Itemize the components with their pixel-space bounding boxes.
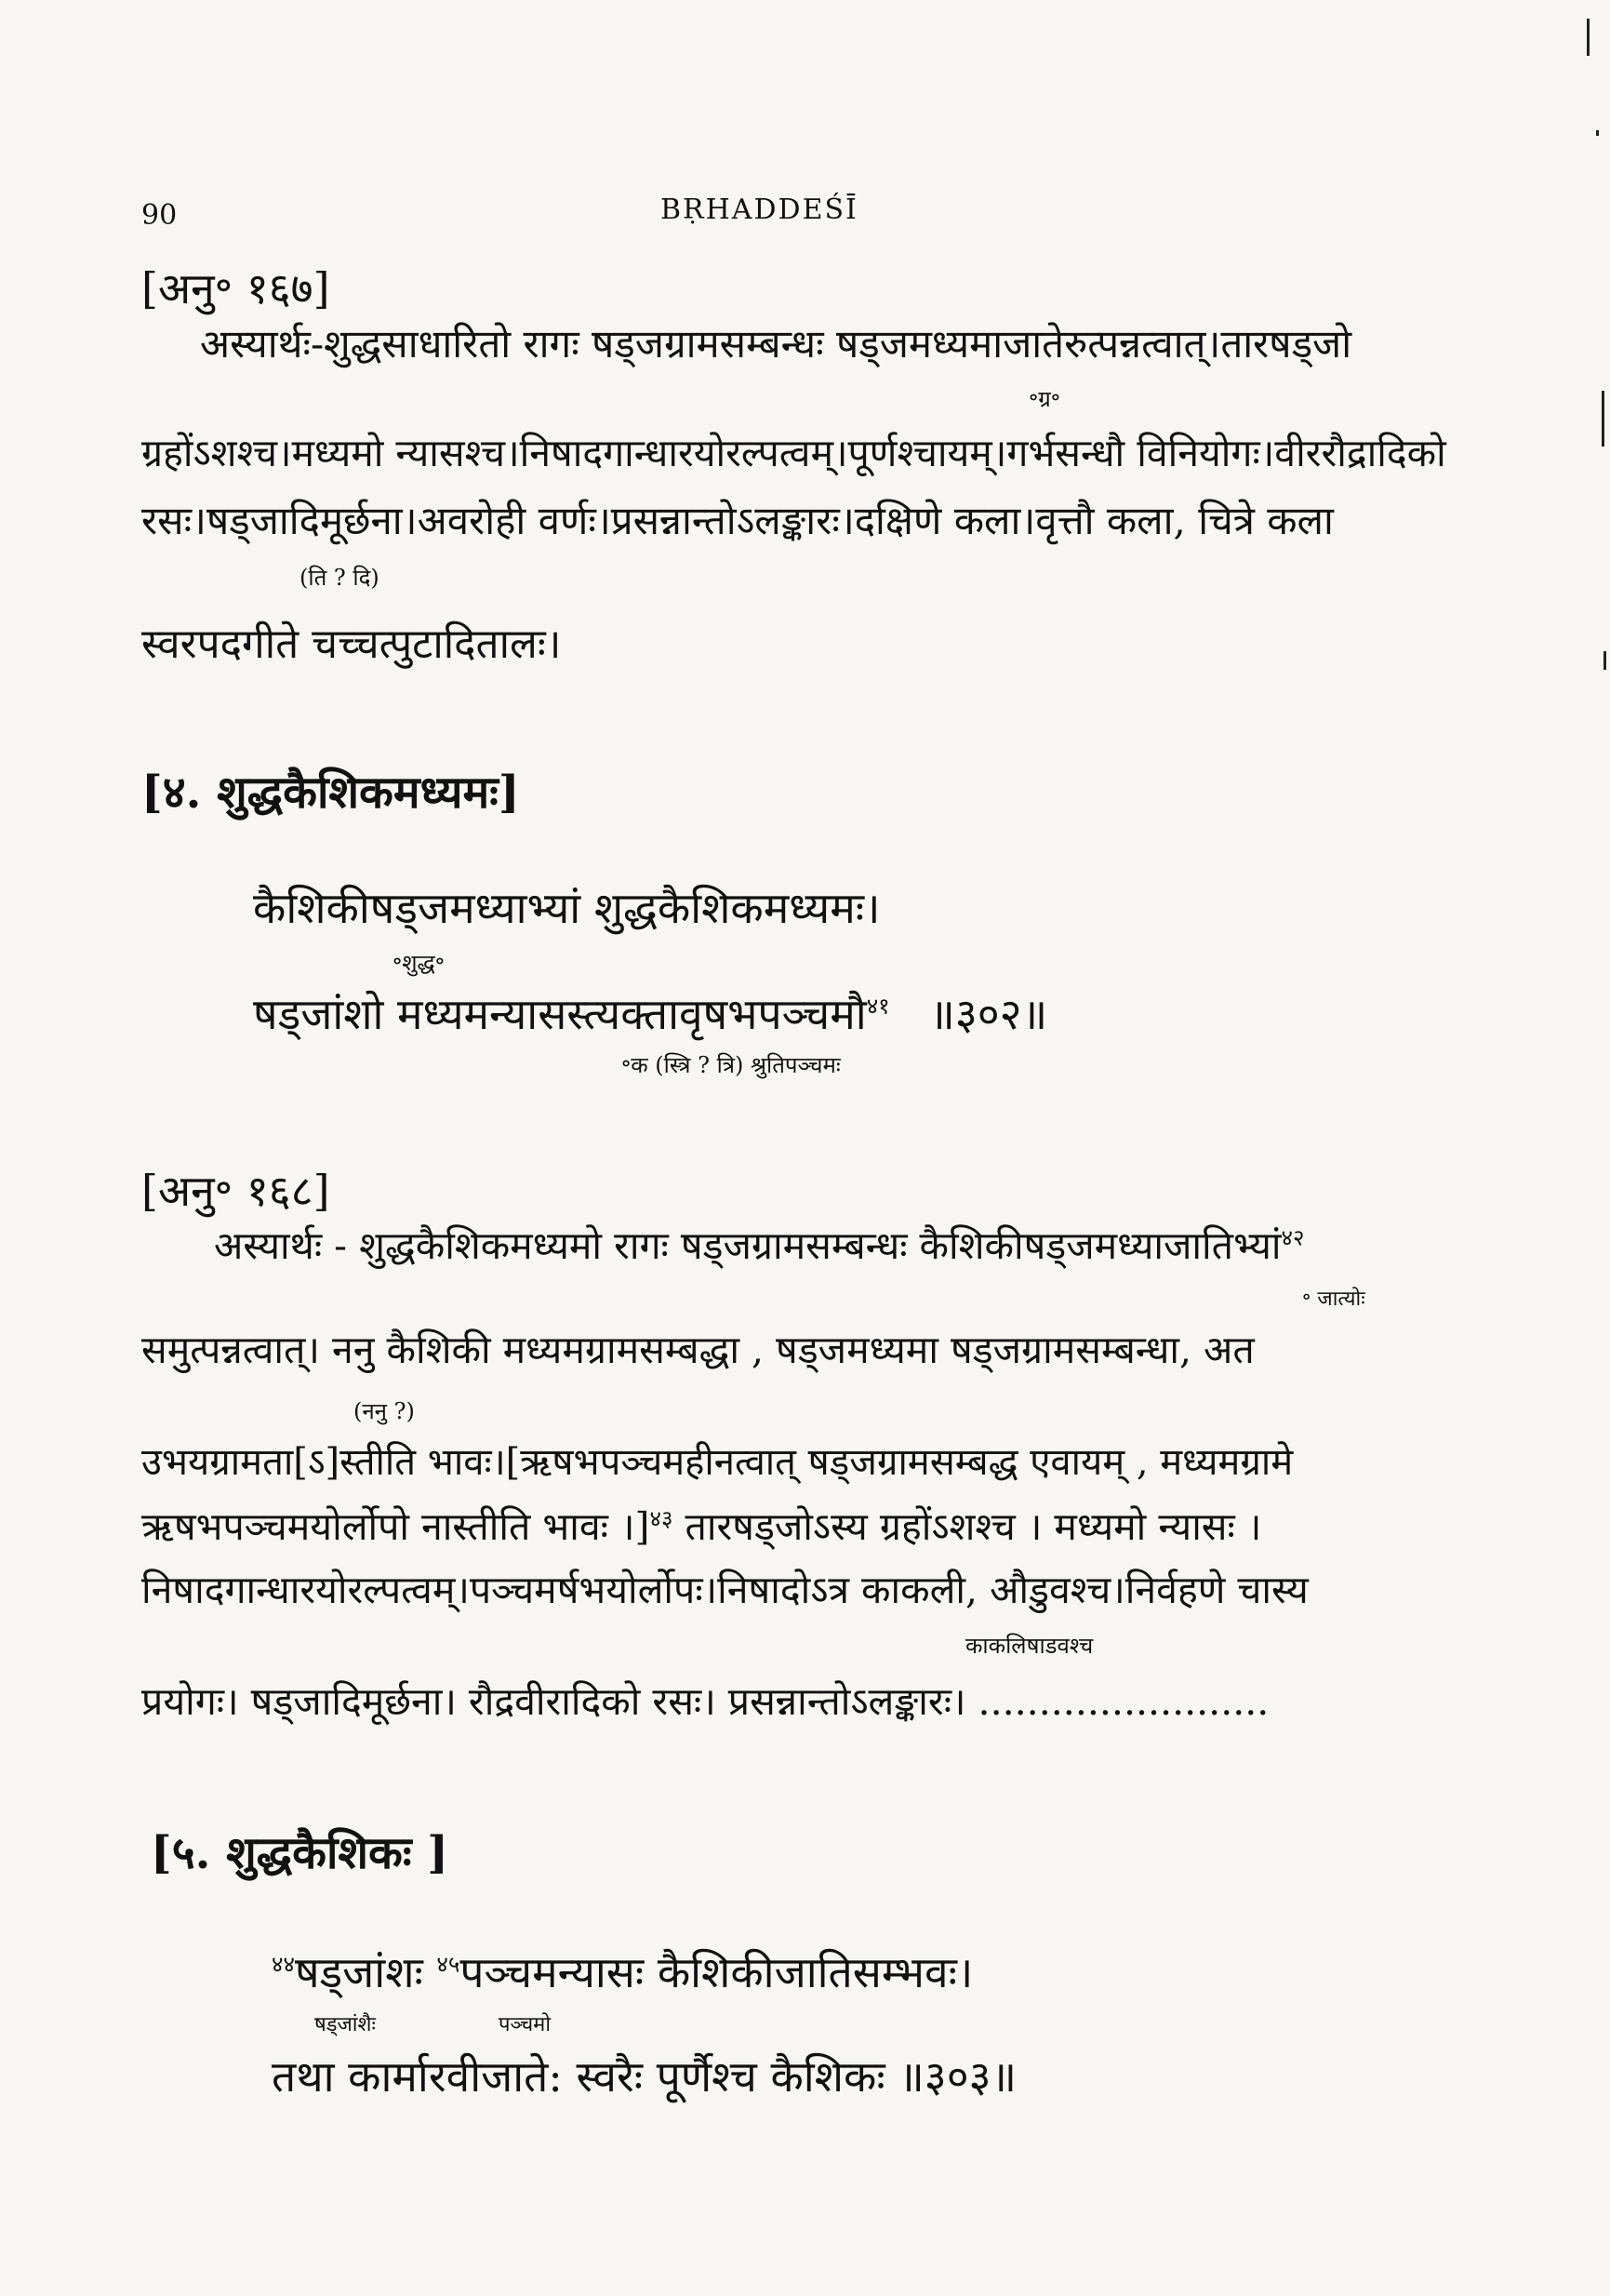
- section-heading: [५. शुद्धकैशिकः ]: [151, 1827, 449, 1879]
- body-line: [141, 1500, 1261, 1552]
- body-line: ग्रहोंऽशश्च।मध्यमो न्यासश्च।निषादगान्धारयोरल्पत्वम्।पूर्णश्चायम्।गर्भसन्धौ विनियोगः।वीररौद्रादिको: [141, 431, 1446, 475]
- variant-note: ॰शुद्ध॰: [393, 950, 445, 976]
- body-text: तारषड्जोऽस्य ग्रहोंऽशश्च । मध्यमो न्यासः ।: [672, 1504, 1262, 1549]
- variant-note: पञ्चमो: [499, 2013, 552, 2036]
- scan-edge-mark: [1587, 19, 1590, 56]
- footnote-ref: ४३: [649, 1505, 673, 1532]
- body-line: रसः।षड्जादिमूर्छना।अवरोही वर्णः।प्रसन्नान्तोऽलङ्कारः।दक्षिणे कला।वृत्तौ कला, चित्रे कला: [141, 498, 1334, 543]
- section-marker: [अनु॰ १६७]: [141, 263, 330, 314]
- variant-note: (ननु ?): [353, 1398, 415, 1424]
- variant-note: ॰ जात्योः: [1302, 1288, 1365, 1311]
- body-line: स्वरपदगीते चच्चत्पुटादितालः।: [141, 621, 562, 668]
- variant-note: ॰क (स्त्रि ? त्रि) श्रुतिपञ्चमः: [621, 1052, 841, 1078]
- body-text: अस्यार्थः - शुद्धकैशिकमध्यमो रागः षड्जग्रामसम्बन्धः कैशिकीषड्जमध्याजातिभ्यां: [214, 1223, 1282, 1268]
- body-line: प्रयोगः। षड्जादिमूर्छना। रौद्रवीरादिको रसः। प्रसन्नान्तोऽलङ्कारः। ........................: [141, 1679, 1270, 1724]
- body-text: ऋषभपञ्चमयोर्लोपो नास्तीति भावः ।]: [141, 1504, 650, 1549]
- body-line: समुत्पन्नत्वात्। ननु कैशिकी मध्यमग्रामसम्बद्धा , षड्जमध्यमा षड्जग्रामसम्बन्धा, अत: [141, 1328, 1255, 1372]
- section-marker: [अनु॰ १६८]: [141, 1166, 330, 1216]
- verse-line: तथा कार्मारवीजाते: स्वरैः पूर्णैश्च कैशिकः ॥३०३॥: [272, 2051, 1018, 2102]
- section-heading: [४. शुद्धकैशिकमध्यमः]: [141, 767, 520, 819]
- verse-number: ॥३०२॥: [929, 989, 1048, 1039]
- body-line: निषादगान्धारयोरल्पत्वम्।पञ्चमर्षभयोर्लोपः।निषादोऽत्र काकली, औडुवश्च।निर्वहणे चास्य: [141, 1568, 1309, 1612]
- verse-text: षड्जांशः: [294, 1947, 423, 1997]
- footnote-ref: ४२: [1281, 1224, 1305, 1251]
- verse-text: पञ्चमन्यासः कैशिकीजातिसम्भवः।: [459, 1947, 974, 1997]
- scan-edge-mark: [1596, 130, 1599, 136]
- verse-line: [272, 1942, 973, 2000]
- footnote-ref: ४४: [272, 1951, 295, 1978]
- variant-note: काकलिषाडवश्च: [965, 1633, 1094, 1659]
- scan-edge-mark: [1603, 651, 1606, 670]
- running-title: BṚHADDEŚĪ: [660, 194, 858, 226]
- verse-line: कैशिकीषड्जमध्याभ्यां शुद्धकैशिकमध्यमः।: [253, 883, 881, 933]
- verse-text: षड्जांशो मध्यमन्यासस्त्यक्तावृषभपञ्चमौ: [253, 989, 867, 1039]
- body-line: उभयग्रामता[ऽ]स्तीति भावः।[ऋषभपञ्चमहीनत्वात् षड्जग्रामसम्बद्ध एवायम् , मध्यमग्रामे: [141, 1441, 1294, 1484]
- page-number: 90: [141, 199, 178, 232]
- footnote-ref: ४१: [866, 993, 890, 1020]
- footnote-ref: ४५: [436, 1951, 460, 1978]
- body-line: [214, 1219, 1304, 1271]
- variant-note: षड्जांशैः: [314, 2013, 376, 2036]
- variant-note: (ति ? दि): [299, 565, 379, 591]
- verse-line: [253, 984, 1047, 1042]
- scan-edge-mark: [1602, 391, 1604, 447]
- body-line: अस्यार्थः-शुद्धसाधारितो रागः षड्जग्रामसम्बन्धः षड्जमध्यमाजातेरुत्पन्नत्वात्।तारषड्जो: [200, 321, 1352, 367]
- variant-note: ॰ग्र॰: [1029, 386, 1060, 412]
